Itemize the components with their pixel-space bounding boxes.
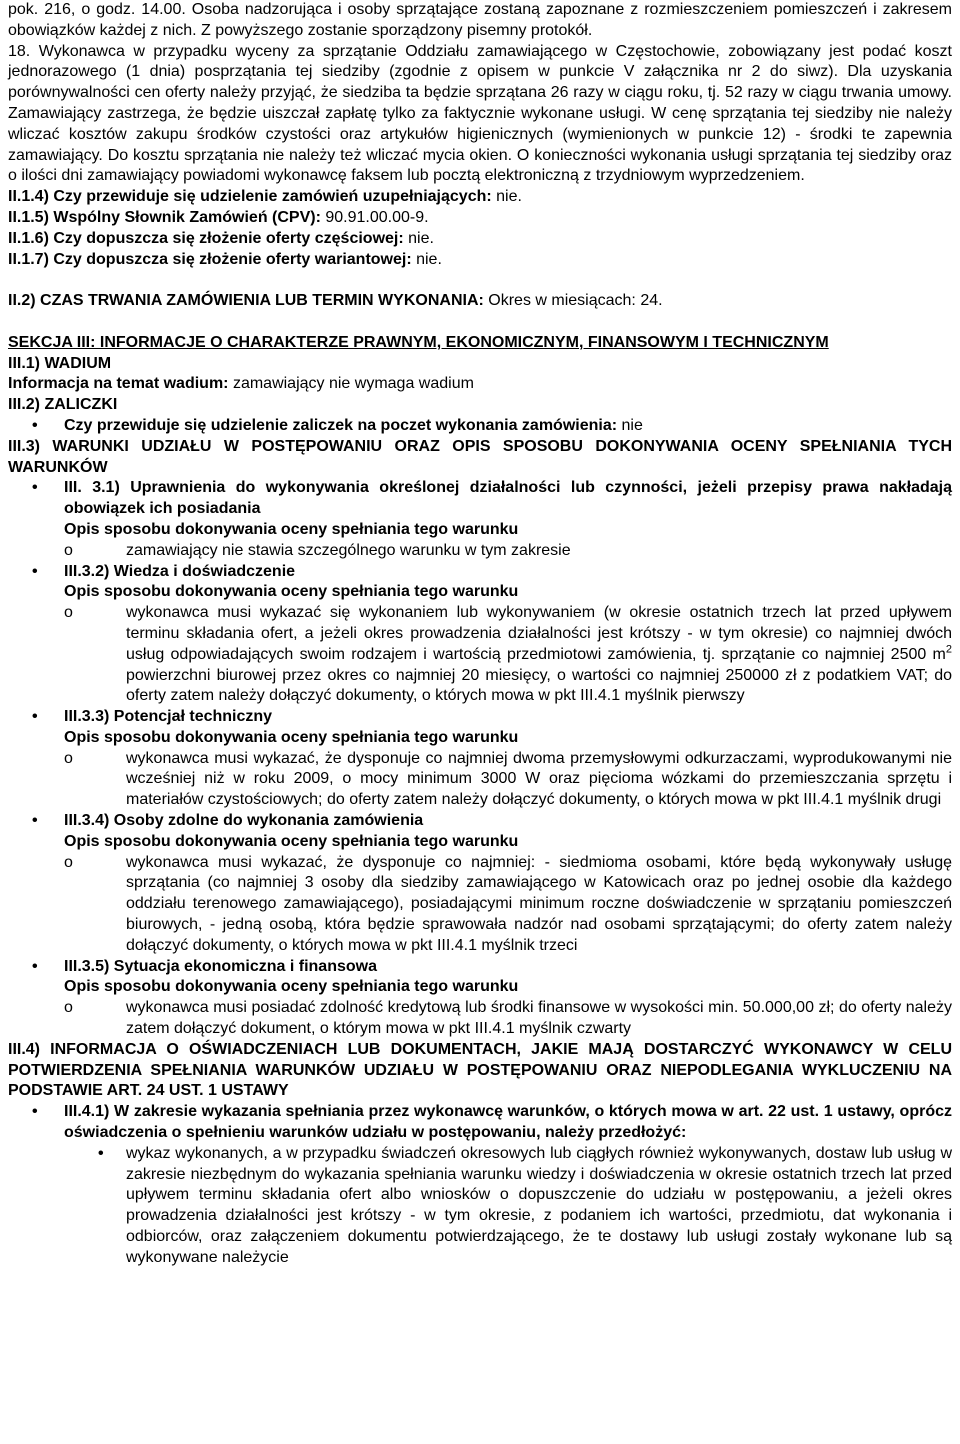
spacer — [8, 270, 952, 291]
bullet-icon: • — [32, 1103, 38, 1121]
bullet-icon: • — [98, 1144, 104, 1162]
ii-1-4-label: II.1.4) Czy przewiduje się udzielenie zamówień uzupełniających: — [8, 188, 492, 206]
ii-1-5-value: 90.91.00.00-9. — [320, 208, 429, 226]
iii-3-3-title: • III.3.3) Potencjał techniczny — [8, 707, 952, 728]
iii-3-1-text: o zamawiający nie stawia szczególnego warunku w tym zakresie — [8, 541, 952, 562]
iii-2-label: Czy przewiduje się udzielenie zaliczek na poczet wykonania zamówienia: — [64, 416, 618, 434]
spacer — [8, 312, 952, 333]
ii-2-row — [8, 291, 952, 312]
opis-label: Opis sposobu dokonywania oceny spełniania tego warunku — [64, 978, 519, 996]
paragraph-18: 18. Wykonawca w przypadku wyceny za sprzątanie Oddziału zamawiającego w Częstochowie, zobowiązany jest podać koszt jednorazowego (1 dnia) posprzątania tej siedziby (zgodnie z opisem w punkcie V załącznika nr 2 do siwz). Dla uzyskania porównywalności cen oferty należy przyjąć, że siedziba ta będzie sprzątana 26 razy w ciągu roku, tj. 52 razy w ciągu trwania umowy. Zamawiający zastrzega, że będzie uiszczał zapłatę tylko za faktycznie wykonane usługi. W cenę sprzątania tej siedziby nie należy wliczać kosztów zakupu środków czystości oraz artykułów higienicznych (wymienionych w punkcie 12) - środki te zapewnia zamawiający. Do kosztu sprzątania nie należy też wliczać mycia okien. O konieczności wykonania usługi sprzątania tej siedziby oraz o ilości dni zamawiający powiadomi wykonawcę faksem lub pocztą elektroniczną z trzydniowym wyprzedzeniem. — [8, 42, 952, 185]
iii-3-heading: III.3) WARUNKI UDZIAŁU W POSTĘPOWANIU ORAZ OPIS SPOSOBU DOKONYWANIA OCENY SPEŁNIANIA TYCH WARUNKÓW — [8, 437, 952, 476]
intro-paragraph: pok. 216, o godz. 14.00. Osoba nadzorująca i osoby sprzątające zostaną zapoznane z rozmieszczeniem pomieszczeń i zakresem obowiązków każdej z nich. Z powyższego zostanie sporządzony pisemny protokół. — [8, 1, 952, 39]
iii-3-5-text: o wykonawca musi posiadać zdolność kredytową lub środki finansowe w wysokości min. 50.000,00 zł; do oferty należy zatem dołączyć dokument, o którym mowa w pkt III.4.1 myślnik czwarty — [64, 999, 952, 1038]
opis-label: Opis sposobu dokonywania oceny spełniania tego warunku — [64, 728, 519, 746]
iii-3-1-title: • III. 3.1) Uprawnienia do wykonywania określonej działalności lub czynności, jeżeli przepisy prawa nakładają obowiązek ich posiadania — [32, 479, 952, 518]
ii-1-4-value: nie. — [491, 188, 522, 206]
ii-1-5-label: II.1.5) Wspólny Słownik Zamówień (CPV): — [8, 208, 321, 226]
iii-2-row — [8, 416, 952, 437]
ii-1-7-value: nie. — [411, 250, 442, 268]
ii-1-6-row — [8, 229, 952, 250]
iii-3-3-text: o wykonawca musi wykazać, że dysponuje co najmniej dwoma przemysłowymi odkurzaczami, wyprodukowanymi nie wcześniej niż w roku 2009, o mocy minimum 3000 W oraz pięcioma wózkami do przemieszczania sprzętu i materiałów czystościowych; do oferty zatem należy dołączyć dokumenty, o których mowa w pkt III.4.1 myślnik drugi — [64, 749, 952, 809]
circle-bullet-icon: o — [64, 541, 73, 559]
ii-1-7-label: II.1.7) Czy dopuszcza się złożenie oferty wariantowej: — [8, 250, 412, 268]
bullet-icon: • — [32, 416, 38, 434]
iii-1-row — [8, 374, 952, 395]
ii-2-label: II.2) CZAS TRWANIA ZAMÓWIENIA LUB TERMIN WYKONANIA: — [8, 292, 484, 310]
bullet-icon: • — [32, 708, 38, 726]
ii-1-6-label: II.1.6) Czy dopuszcza się złożenie oferty częściowej: — [8, 229, 404, 247]
opis-label: Opis sposobu dokonywania oceny spełniania tego warunku — [64, 520, 519, 538]
iii-1-value: zamawiający nie wymaga wadium — [228, 375, 474, 393]
iii-3-4-text: o wykonawca musi wykazać, że dysponuje co najmniej: - siedmioma osobami, które będą wykonywały usługę sprzątania (co najmniej 3 osoby dla siedziby zamawiającego w Katowicach oraz po jednej osobie dla każdego oddziału terenowego zamawiającego), posiadającymi minimum roczne doświadczenie w sprzątaniu pomieszczeń biurowych, - jedną osobą, która będzie sprawowała nadzór nad osobami sprzątającymi; do oferty zatem należy dołączyć dokumenty, o których mowa w pkt III.4.1 myślnik trzeci — [64, 853, 952, 954]
iii-4-1-title: • III.4.1) W zakresie wykazania spełniania przez wykonawcę warunków, o których mowa w art. 22 ust. 1 ustawy, oprócz oświadczenia o spełnieniu warunków udziału w postępowaniu, należy przedłożyć: — [32, 1103, 952, 1142]
ii-1-7-row — [8, 250, 952, 271]
iii-3-2-title: • III.3.2) Wiedza i doświadczenie — [8, 562, 952, 583]
bullet-icon: • — [32, 479, 38, 497]
iii-3-4-title: • III.3.4) Osoby zdolne do wykonania zamówienia — [8, 811, 952, 832]
iii-4-heading: III.4) INFORMACJA O OŚWIADCZENIACH LUB DOKUMENTACH, JAKIE MAJĄ DOSTARCZYĆ WYKONAWCY W CELU POTWIERDZENIA SPEŁNIANIA WARUNKÓW UDZIAŁU W POSTĘPOWANIU ORAZ NIEPODLEGANIA WYKLUCZENIU NA PODSTAWIE ART. 24 UST. 1 USTAWY — [8, 1040, 952, 1100]
bullet-icon: • — [32, 957, 38, 975]
bullet-icon: • — [32, 812, 38, 830]
bullet-icon: • — [32, 562, 38, 580]
circle-bullet-icon: o — [64, 749, 73, 767]
iii-2-heading: III.2) ZALICZKI — [8, 396, 118, 414]
iii-3-5-title: • III.3.5) Sytuacja ekonomiczna i finansowa — [8, 957, 952, 978]
section-3-title: SEKCJA III: INFORMACJE O CHARAKTERZE PRAWNYM, EKONOMICZNYM, FINANSOWYM I TECHNICZNYM — [8, 333, 829, 351]
iii-2-value: nie — [617, 416, 643, 434]
circle-bullet-icon: o — [64, 999, 73, 1017]
iii-1-label: Informacja na temat wadium: — [8, 375, 229, 393]
circle-bullet-icon: o — [64, 853, 73, 871]
opis-label: Opis sposobu dokonywania oceny spełniania tego warunku — [64, 832, 519, 850]
iii-1-heading: III.1) WADIUM — [8, 354, 112, 372]
circle-bullet-icon: o — [64, 604, 73, 622]
iii-3-2-text: o wykonawca musi wykazać się wykonaniem lub wykonywaniem (w okresie ostatnich trzech lat przed upływem terminu składania ofert, a jeżeli okres prowadzenia działalności jest krótszy - w tym okresie) co najmniej dwóch usług odpowiadających swoim rodzajem i wartością przedmiotowi zamówienia, tj. sprzątanie co najmniej 2500 $m^2$ powierzchni biurowej przez okres co najmniej 20 miesięcy, o wartości co najmniej 250000 zł z podatkiem VAT; do oferty zatem należy dołączyć dokumenty, o których mowa w pkt III.4.1 myślnik pierwszy — [64, 604, 952, 705]
iii-4-1-item: • wykaz wykonanych, a w przypadku świadczeń okresowych lub ciągłych również wykonywanych, dostaw lub usług w zakresie niezbędnym do wykazania spełniania warunku wiedzy i doświadczenia w okresie ostatnich trzech lat przed upływem terminu składania ofert albo wniosków o dopuszczenie do udziału w postępowaniu, a jeżeli okres prowadzenia działalności jest krótszy - w tym okresie, z podaniem ich wartości, przedmiotu, dat wykonania i odbiorców, oraz załączeniem dokumentu potwierdzającego, że te dostawy lub usługi zostały wykonane lub są wykonywane należycie — [98, 1144, 952, 1266]
ii-1-6-value: nie. — [403, 229, 434, 247]
opis-label: Opis sposobu dokonywania oceny spełniania tego warunku — [64, 583, 519, 601]
ii-2-value: Okres w miesiącach: 24. — [483, 292, 663, 310]
ii-1-5-row — [8, 208, 952, 229]
ii-1-4-row — [8, 187, 952, 208]
